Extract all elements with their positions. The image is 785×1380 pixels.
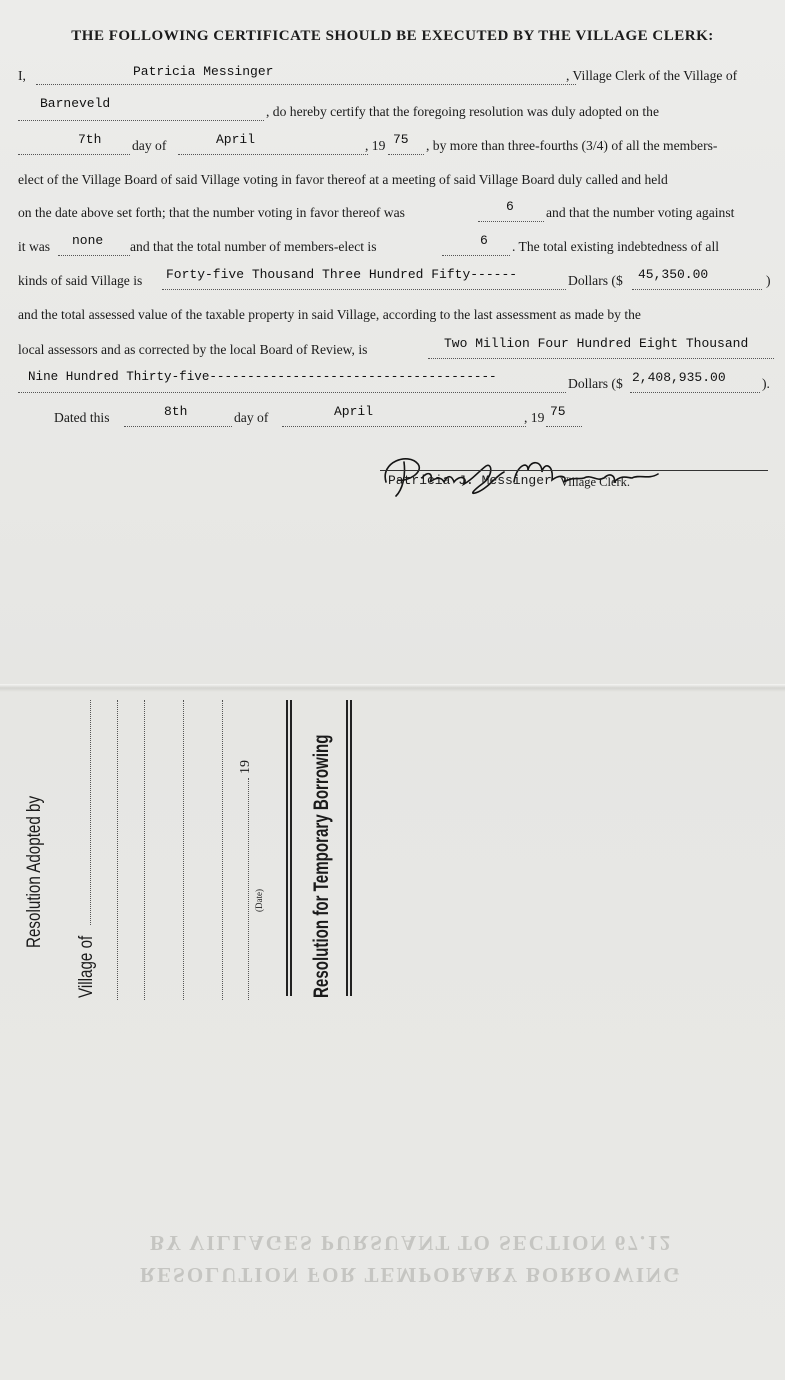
blank-line — [144, 700, 145, 1000]
label: Dated this — [54, 410, 110, 425]
certificate-line-5 — [18, 199, 775, 221]
label: day of — [234, 410, 269, 425]
blank-line — [442, 255, 510, 256]
blank-line — [248, 778, 249, 1000]
label: I, — [18, 68, 26, 83]
blank-line — [162, 289, 566, 290]
certificate-line-1 — [18, 64, 775, 84]
members-elect: 6 — [480, 233, 488, 248]
blank-line — [478, 221, 544, 222]
label: ). — [762, 376, 770, 391]
blank-line — [183, 700, 184, 1000]
blank-line — [388, 154, 424, 155]
blank-line — [90, 700, 91, 925]
label: , by more than three-fourths (3/4) of all the members- — [426, 138, 718, 153]
blank-line — [546, 426, 582, 427]
label: and that the total number of members-elect is — [130, 239, 377, 254]
bleed-through-heading: BY VILLAGES PURSUANT TO SECTION 67.12 — [150, 1231, 673, 1255]
rule-line — [350, 700, 352, 996]
blank-line — [18, 120, 264, 121]
label: kinds of said Village is — [18, 273, 143, 288]
certificate-line-8: and the total assessed value of the taxable property in said Village, according to the last assessment as made by the — [18, 307, 641, 322]
assessed-value-words: Two Million Four Hundred Eight Thousand — [444, 336, 749, 351]
signer-name: Patricia J. Messinger — [388, 473, 552, 488]
signer-title: Village Clerk. — [560, 475, 631, 489]
label: Dollars ($ — [568, 273, 623, 288]
label: , Village Clerk of the Village of — [566, 68, 738, 83]
blank-line — [36, 84, 576, 85]
adopted-month: April — [216, 132, 256, 147]
blank-line — [178, 154, 368, 155]
label: Dollars ($ — [568, 376, 623, 391]
certificate-line-9 — [18, 336, 775, 358]
label: on the date above set forth; that the number voting in favor thereof was — [18, 205, 405, 220]
votes-against: none — [72, 233, 104, 248]
blank-line — [18, 154, 130, 155]
dated-day: 8th — [164, 404, 188, 419]
certificate-line-4: elect of the Village Board of said Village voting in favor thereof at a meeting of said Village Board duly called and held — [18, 172, 668, 187]
certificate-title: THE FOLLOWING CERTIFICATE SHOULD BE EXECUTED BY THE VILLAGE CLERK: — [71, 28, 714, 44]
label: ) — [766, 273, 771, 288]
dated-month: April — [334, 404, 374, 419]
village-name: Barneveld — [40, 96, 111, 111]
village-of-label: Village of — [76, 935, 97, 998]
blank-line — [282, 426, 526, 427]
blank-line — [630, 392, 760, 393]
votes-for: 6 — [506, 199, 514, 214]
bleed-through-heading: RESOLUTION FOR TEMPORARY BORROWING — [140, 1263, 682, 1287]
adopted-day: 7th — [78, 132, 102, 147]
certificate-line-6 — [18, 233, 775, 255]
resolution-title: Resolution for Temporary Borrowing — [310, 734, 333, 998]
blank-line — [117, 700, 118, 1000]
label: , 19 — [365, 138, 386, 153]
rule-line — [286, 700, 288, 996]
blank-line — [58, 255, 130, 256]
rule-line — [290, 700, 292, 996]
blank-line — [124, 426, 232, 427]
assessed-value-amount: 2,408,935.00 — [632, 370, 726, 385]
signature-line — [380, 470, 768, 471]
label: , do hereby certify that the foregoing resolution was duly adopted on the — [266, 104, 659, 119]
date-label: (Date) — [254, 889, 264, 912]
blank-line — [18, 392, 566, 393]
label: . The total existing indebtedness of all — [512, 239, 720, 254]
label: local assessors and as corrected by the local Board of Review, is — [18, 342, 368, 357]
label: day of — [132, 138, 167, 153]
certificate-line-7 — [18, 267, 775, 289]
dated-year: 75 — [550, 404, 566, 419]
rule-line — [346, 700, 348, 996]
blank-line — [222, 700, 223, 1000]
label: it was — [18, 239, 51, 254]
indebtedness-amount: 45,350.00 — [638, 267, 709, 282]
indebtedness-words: Forty-five Thousand Three Hundred Fifty------ — [166, 267, 518, 282]
assessed-value-words: Nine Hundred Thirty-five-------------------------------------- — [28, 370, 497, 384]
adopted-year: 75 — [393, 132, 409, 147]
label: , 19 — [524, 410, 545, 425]
blank-line — [632, 289, 762, 290]
blank-line — [428, 358, 774, 359]
clerk-name: Patricia Messinger — [133, 64, 274, 79]
paper-fold — [0, 684, 785, 692]
resolution-adopted-by-label: Resolution Adopted by — [24, 795, 45, 948]
year-prefix: 19 — [238, 760, 253, 774]
label: and that the number voting against — [546, 205, 735, 220]
